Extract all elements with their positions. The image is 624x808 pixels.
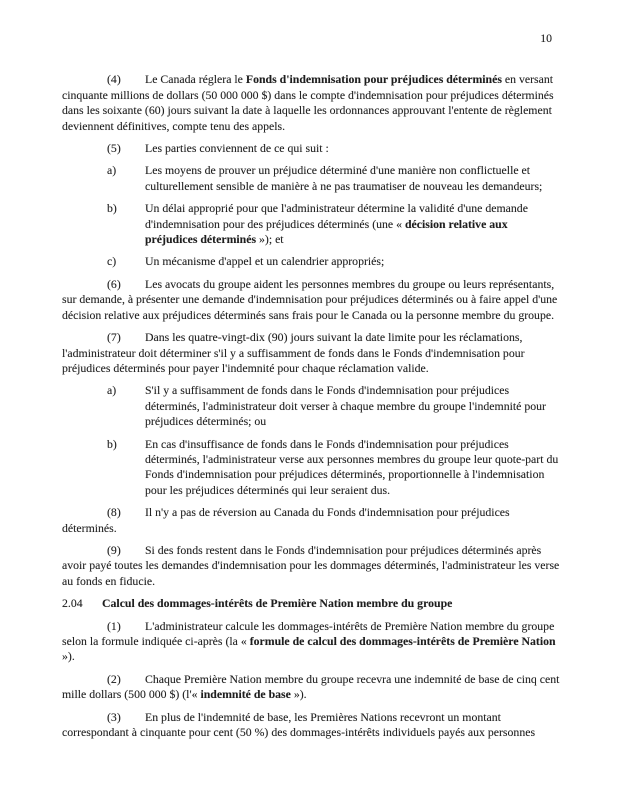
paragraph-number: (8) (107, 505, 121, 520)
text-run: en versant cinquante millions de dollars (50 000 000 $) dans le compte d'indemnisation pour préjudices déterminés dans les soixante (60) jours suivant la date à laquelle les ordonnances approuvant l'entente de règlement deviennent définitives, compte tenu des appels. (62, 72, 554, 133)
text-run: Un délai approprié pour que l'administrateur détermine la validité d'une demande d'indemnisation pour des préjudices déterminés (une « (145, 201, 528, 231)
bold-text-run: Calcul des dommages-intérêts de Première Nation membre du groupe (102, 596, 453, 611)
item-letter: b) (107, 201, 117, 216)
item-letter: a) (107, 163, 117, 178)
list-item (107, 383, 562, 429)
section-heading (62, 596, 562, 611)
text-run: En cas d'insuffisance de fonds dans le Fonds d'indemnisation pour préjudices déterminés, l'administrateur verse aux personnes membres du groupe leur quote-part du Fonds d'indemnisation pour préjudices déterminés, proportionnelle à l'indemnisation pour les préjudices déterminés qui leur seraient dus. (145, 436, 559, 497)
bold-text-run: décision relative aux préjudices déterminés (145, 216, 508, 247)
list-item (107, 163, 562, 194)
text-run: Les parties conviennent de ce qui suit : (145, 141, 329, 156)
paragraph-number: (6) (107, 276, 121, 291)
text-run: »); et (256, 232, 284, 247)
paragraph (62, 141, 562, 156)
list-item (107, 201, 562, 247)
bold-text-run: formule de calcul des dommages-intérêts de Première Nation (249, 634, 556, 648)
item-letter: b) (107, 436, 117, 451)
text-run: Si des fonds restent dans le Fonds d'indemnisation pour préjudices déterminés après avoir payé toutes les demandes d'indemnisation pour les dommages déterminés, l'administrateur les verse au fonds en fiducie. (62, 542, 560, 588)
paragraph (62, 330, 562, 376)
list-item (107, 254, 562, 269)
text-run: Un mécanisme d'appel et un calendrier appropriés; (145, 254, 385, 269)
paragraph (62, 277, 562, 323)
text-run: Les avocats du groupe aident les personnes membres du groupe ou leurs représentants, sur demande, à présenter une demande d'indemnisation pour préjudices déterminés ou à faire appel d'une décision relative aux préjudices déterminés sans frais pour le Canada ou la personne membre du groupe. (62, 276, 558, 322)
paragraph-number: (5) (107, 141, 121, 156)
paragraph (62, 72, 562, 134)
paragraph (62, 543, 562, 589)
text-run: »). (62, 649, 75, 664)
paragraph-number: (1) (107, 618, 121, 633)
text-run: Il n'y a pas de réversion au Canada du Fonds d'indemnisation pour préjudices déterminés. (62, 505, 510, 535)
text-run: L'administrateur calcule les dommages-intérêts de Première Nation membre du groupe selon la formule indiquée ci-après (la « (62, 618, 555, 648)
paragraph (62, 710, 562, 741)
list-item (107, 436, 562, 499)
text-run: Dans les quatre-vingt-dix (90) jours suivant la date limite pour les réclamations, l'administrateur doit déterminer s'il y a suffisamment de fonds dans le Fonds d'indemnisation pour préjudices déterminés pour payer l'indemnité pour chaque réclamation valide. (62, 330, 525, 375)
paragraph (62, 672, 562, 703)
bold-text-run: indemnité de base (200, 687, 291, 702)
document-body (62, 72, 562, 740)
paragraph-number: (9) (107, 542, 121, 557)
paragraph-number: (7) (107, 330, 121, 345)
paragraph-number: (2) (107, 671, 121, 686)
text-run: Le Canada réglera le (145, 72, 246, 87)
paragraph (62, 619, 562, 665)
section-number: 2.04 (62, 596, 83, 611)
item-letter: a) (107, 383, 117, 398)
text-run: Les moyens de prouver un préjudice déterminé d'une manière non conflictuelle et culturellement sensible de manière à ne pas traumatiser de nouveau les demandeurs; (145, 163, 543, 193)
text-run: S'il y a suffisamment de fonds dans le Fonds d'indemnisation pour préjudices déterminés, l'administrateur doit verser à chaque membre du groupe l'indemnité pour préjudices déterminés; ou (145, 383, 546, 429)
text-run: Chaque Première Nation membre du groupe recevra une indemnité de base de cinq cent mille dollars (500 000 $) (l'« (62, 671, 560, 702)
page-number: 10 (540, 31, 552, 45)
text-run: En plus de l'indemnité de base, les Premières Nations recevront un montant correspondant à cinquante pour cent (50 %) des dommages-intérêts individuels payés aux personnes (62, 709, 536, 740)
paragraph-number: (3) (107, 709, 121, 724)
item-letter: c) (107, 254, 117, 269)
paragraph (62, 505, 562, 536)
text-run: »). (290, 687, 307, 702)
paragraph-number: (4) (107, 72, 121, 87)
bold-text-run: Fonds d'indemnisation pour préjudices déterminés (245, 72, 502, 87)
